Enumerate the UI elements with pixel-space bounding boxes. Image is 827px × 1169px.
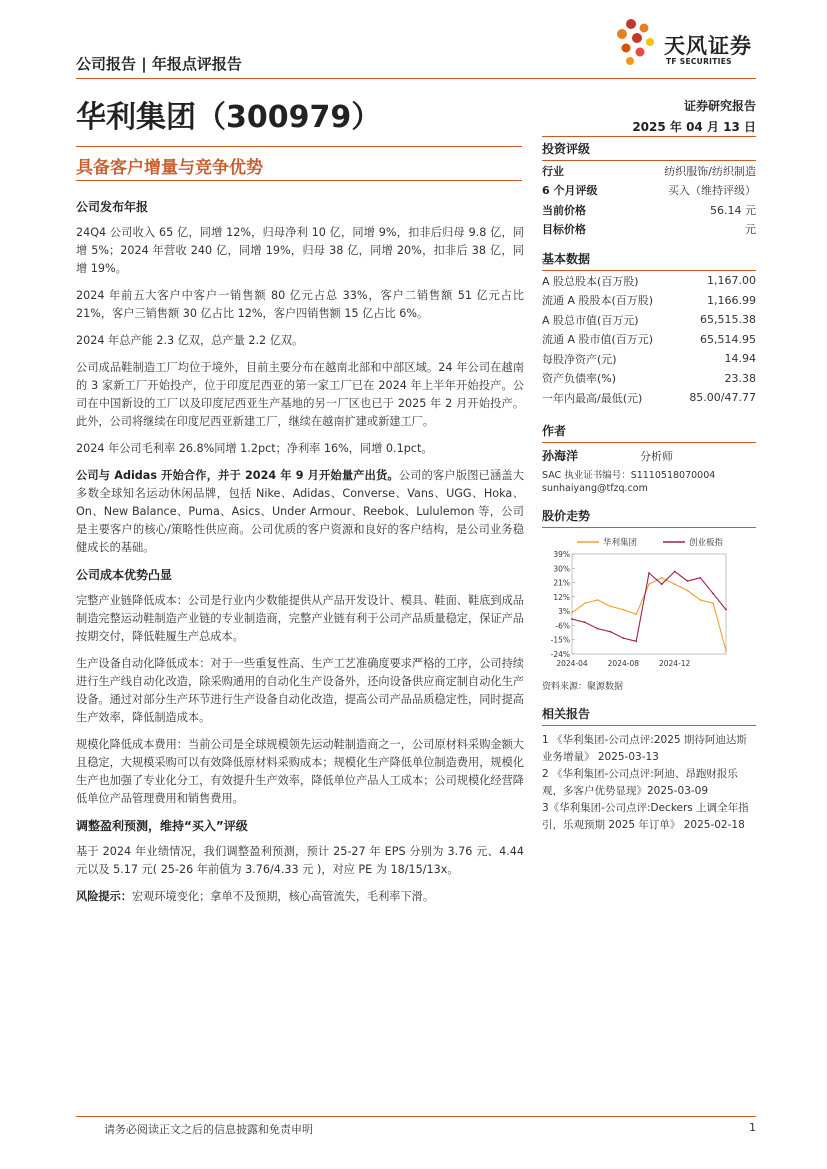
data-point [622,609,624,611]
basic-value: 85.00/47.77 [689,391,756,405]
rating-row [542,220,756,240]
headline-divider [76,180,522,181]
basic-row [542,291,756,311]
data-point [699,577,701,579]
paragraph: 2024 年总产能 2.3 亿双，总产量 2.2 亿双。 [76,334,304,347]
author-panel [542,422,756,494]
header-divider [76,78,756,79]
basic-key: 每股净资产(元) [542,352,617,366]
series-line-1 [572,572,726,642]
basic-row [542,310,756,330]
rating-panel [542,136,756,239]
data-point [661,583,663,585]
data-point [635,613,637,615]
y-tick-label: -15% [550,635,570,645]
data-point [699,599,701,601]
paragraph-lead: 公司与 Adidas 开始合作，并于 2024 年 9 月开始量产出货。 [76,469,399,482]
data-point [725,650,727,652]
risk-note [76,888,524,906]
chart-source: 资料来源：聚源数据 [542,682,624,692]
paragraph: 生产设备自动化降低成本：对于一些重复性高、生产工艺准确度要求严格的工序，公司持续进行生产线自动化改造，除采购通用的自动化生产设备外，还向设备供应商定制自动化生产设备。通过对部分生产环节进行生产设备自动化改造，提高公司产品品质稳定性，同时提高生产效率，降低制造成本。 [76,657,524,724]
data-point [674,571,676,573]
basic-row [542,388,756,408]
paragraph: 基于 2024 年业绩情况，我们调整盈利预测，预计 25-27 年 EPS 分别为 3.76 元、4.44 元以及 5.17 元( 25-26 年前值为 3.76/4.33 元 )，对应 PE 为 18/15/13x。 [76,845,524,876]
rating-value: 元 [745,223,756,237]
y-tick-label: 39% [553,550,570,559]
legend-label: 华利集团 [603,538,638,548]
data-point [687,590,689,592]
author-role: 分析师 [640,449,674,463]
paragraph [76,467,524,557]
paragraph: 24Q4 公司收入 65 亿，同增 12%，归母净利 10 亿，同增 9%，扣非后归母 9.8 亿，同增 5%；2024 年营收 240 亿，同增 19%，归母 38 亿，同增 20%，扣非后 38 亿，同增 19%。 [76,226,524,275]
paragraph: 2024 年公司毛利率 26.8%同增 1.2pct；净利率 16%，同增 0.1pct。 [76,442,433,455]
rating-key: 行业 [542,164,564,178]
data-point [584,621,586,623]
basic-key: 资产负债率(%) [542,372,617,386]
basic-data-panel [542,250,756,408]
data-point [712,593,714,595]
basic-value: 65,514.95 [700,332,756,346]
paragraph: 完整产业链降低成本：公司是行业内少数能提供从产品开发设计、模具、鞋面、鞋底到成品制造完整运动鞋制造产业链的专业制造商，完整产业链有利于公司产品质量稳定，保证产品按期交付，降低鞋履生产总成本。 [76,594,524,643]
related-title: 相关报告 [542,705,756,726]
rating-row [542,161,756,181]
data-point [610,605,612,607]
y-tick-label: 12% [553,592,570,602]
author-row [542,447,756,464]
author-email[interactable]: sunhaiyang@tfzq.com [542,483,648,494]
section-title-cost-advantage: 公司成本优势凸显 [76,568,173,582]
data-point [622,637,624,639]
risk-label: 风险提示： [76,890,132,903]
rating-key: 目标价格 [542,223,586,237]
data-point [648,572,650,574]
basic-key: 流通 A 股市值(百万元) [542,333,654,347]
y-tick-label: 30% [553,564,570,574]
rating-row [542,200,756,220]
y-tick-label: 21% [553,578,570,588]
series-line-0 [572,578,726,651]
price-chart-title: 股价走势 [542,507,756,528]
data-point [725,609,727,611]
rating-row [542,181,756,201]
rating-key: 6 个月评级 [542,184,598,198]
y-tick-label: -6% [555,621,570,631]
rating-key: 当前价格 [542,203,586,217]
paragraph: 公司成品鞋制造工厂均位于境外，目前主要分布在越南北部和中部区域。24 年公司在越南的 3 家新工厂开始投产，位于印度尼西亚的第一家工厂已在 2024 年上半年开始投产。公司在中国新设的工厂以及印度尼西亚生产基地的另一厂区也已于 2025 年 2 月开始投产。此外，公司将继续在印度尼西亚新建工厂，继续在越南扩建或新建工厂。 [76,361,524,428]
basic-value: 23.38 [724,371,756,385]
footer-divider [76,1116,756,1117]
rating-value: 纺织服饰/纺织制造 [664,164,756,178]
data-point [597,599,599,601]
plot-frame [572,554,726,654]
y-tick-label: 3% [558,607,570,617]
basic-row [542,369,756,389]
data-point [571,618,573,620]
y-tick-label: -24% [550,650,570,659]
basic-key: 流通 A 股股本(百万股) [542,294,654,308]
document-type: 公司报告 | 年报点评报告 [76,55,242,73]
price-chart-panel [542,507,756,528]
related-report-item[interactable]: 3《华利集团-公司点评:Deckers 上调全年指引，乐观预期 2025 年订单》 2025-02-18 [542,802,749,831]
data-point [648,583,650,585]
report-type: 证券研究报告 [683,99,756,113]
report-date: 2025 年 04 月 13 日 [632,120,756,134]
data-point [674,583,676,585]
data-point [635,640,637,642]
data-point [687,580,689,582]
author-name: 孙海洋 [542,449,579,463]
x-tick-label: 2024-04 [556,659,588,668]
basic-key: A 股总市值(百万元) [542,313,639,327]
logo-subtext: TF SECURITIES [666,57,732,66]
rating-title: 投资评级 [542,136,756,161]
basic-value: 1,167.00 [707,274,756,288]
x-tick-label: 2024-08 [607,659,640,668]
basic-value: 14.94 [724,352,756,366]
paragraph-text: 公司的客户版图已涵盖大多数全球知名运动休闲品牌，包括 Nike、Adidas、Converse、Vans、UGG、Hoka、On、New Balance、Puma、Asics、Under Armour、Reebok、Lululemon 等，公司是主要客户的核心/策略性供应商。公司优质的客户资源和良好的客户结构，是公司业务稳健成长的基础。 [76,469,524,554]
basic-row [542,271,756,291]
data-point [712,602,714,604]
logo-text: 天风证券 [664,34,752,58]
basic-value: 65,515.38 [700,313,756,327]
company-title: 华利集团（300979） [76,100,382,135]
basic-value: 1,166.99 [707,293,756,307]
related-report-item[interactable]: 2 《华利集团-公司点评:阿迪、昂跑财报乐观，多客户优势显现》2025-03-09 [542,768,738,797]
basic-data-title: 基本数据 [542,250,756,271]
legend-label: 创业板指 [689,538,724,548]
main-body [76,198,524,915]
rating-value: 买入（维持评级） [668,184,756,198]
basic-key: A 股总股本(百万股) [542,274,639,288]
report-headline: 具备客户增量与竞争优势 [76,158,263,178]
data-point [610,631,612,633]
x-tick-label: 2024-12 [658,659,691,668]
section-title-annual-report: 公司发布年报 [76,200,149,214]
related-panel [542,705,756,834]
risk-text: 宏观环境变化；拿单不及预期，核心高管流失，毛利率下滑。 [131,890,435,903]
section-title-forecast: 调整盈利预测，维持“买入”评级 [76,819,248,833]
basic-row [542,330,756,350]
related-report-item[interactable]: 1 《华利集团-公司点评:2025 期待阿迪达斯业务增量》 2025-03-13 [542,734,747,763]
disclaimer-note: 请务必阅读正文之后的信息披露和免责申明 [104,1123,313,1136]
data-point [661,577,663,579]
title-divider [76,146,522,147]
author-title: 作者 [542,422,756,443]
price-chart [542,532,756,672]
data-point [584,602,586,604]
data-point [571,612,573,614]
paragraph: 2024 年前五大客户中客户一销售额 80 亿元占总 33%，客户二销售额 51 亿元占比 21%，客户三销售额 30 亿占比 12%，客户四销售额 15 亿占比 6%。 [76,289,524,320]
basic-row [542,349,756,369]
rating-value: 56.14 元 [710,203,756,217]
data-point [597,628,599,630]
basic-key: 一年内最高/最低(元) [542,391,643,405]
paragraph: 规模化降低成本费用：当前公司是全球规模领先运动鞋制造商之一，公司原材料采购金额大且稳定，大规模采购可以有效降低原材料采购成本；规模化生产降低单位制造费用，规模化生产也加强了专业化分工，有效提升生产效率，降低单位产品人工成本；公司规模化经营降低单位产品管理费用和销售费用。 [76,738,524,805]
tf-logo-icon [612,18,662,68]
page-number: 1 [749,1121,756,1134]
author-cert: SAC 执业证书编号：S1110518070004 [542,470,716,481]
